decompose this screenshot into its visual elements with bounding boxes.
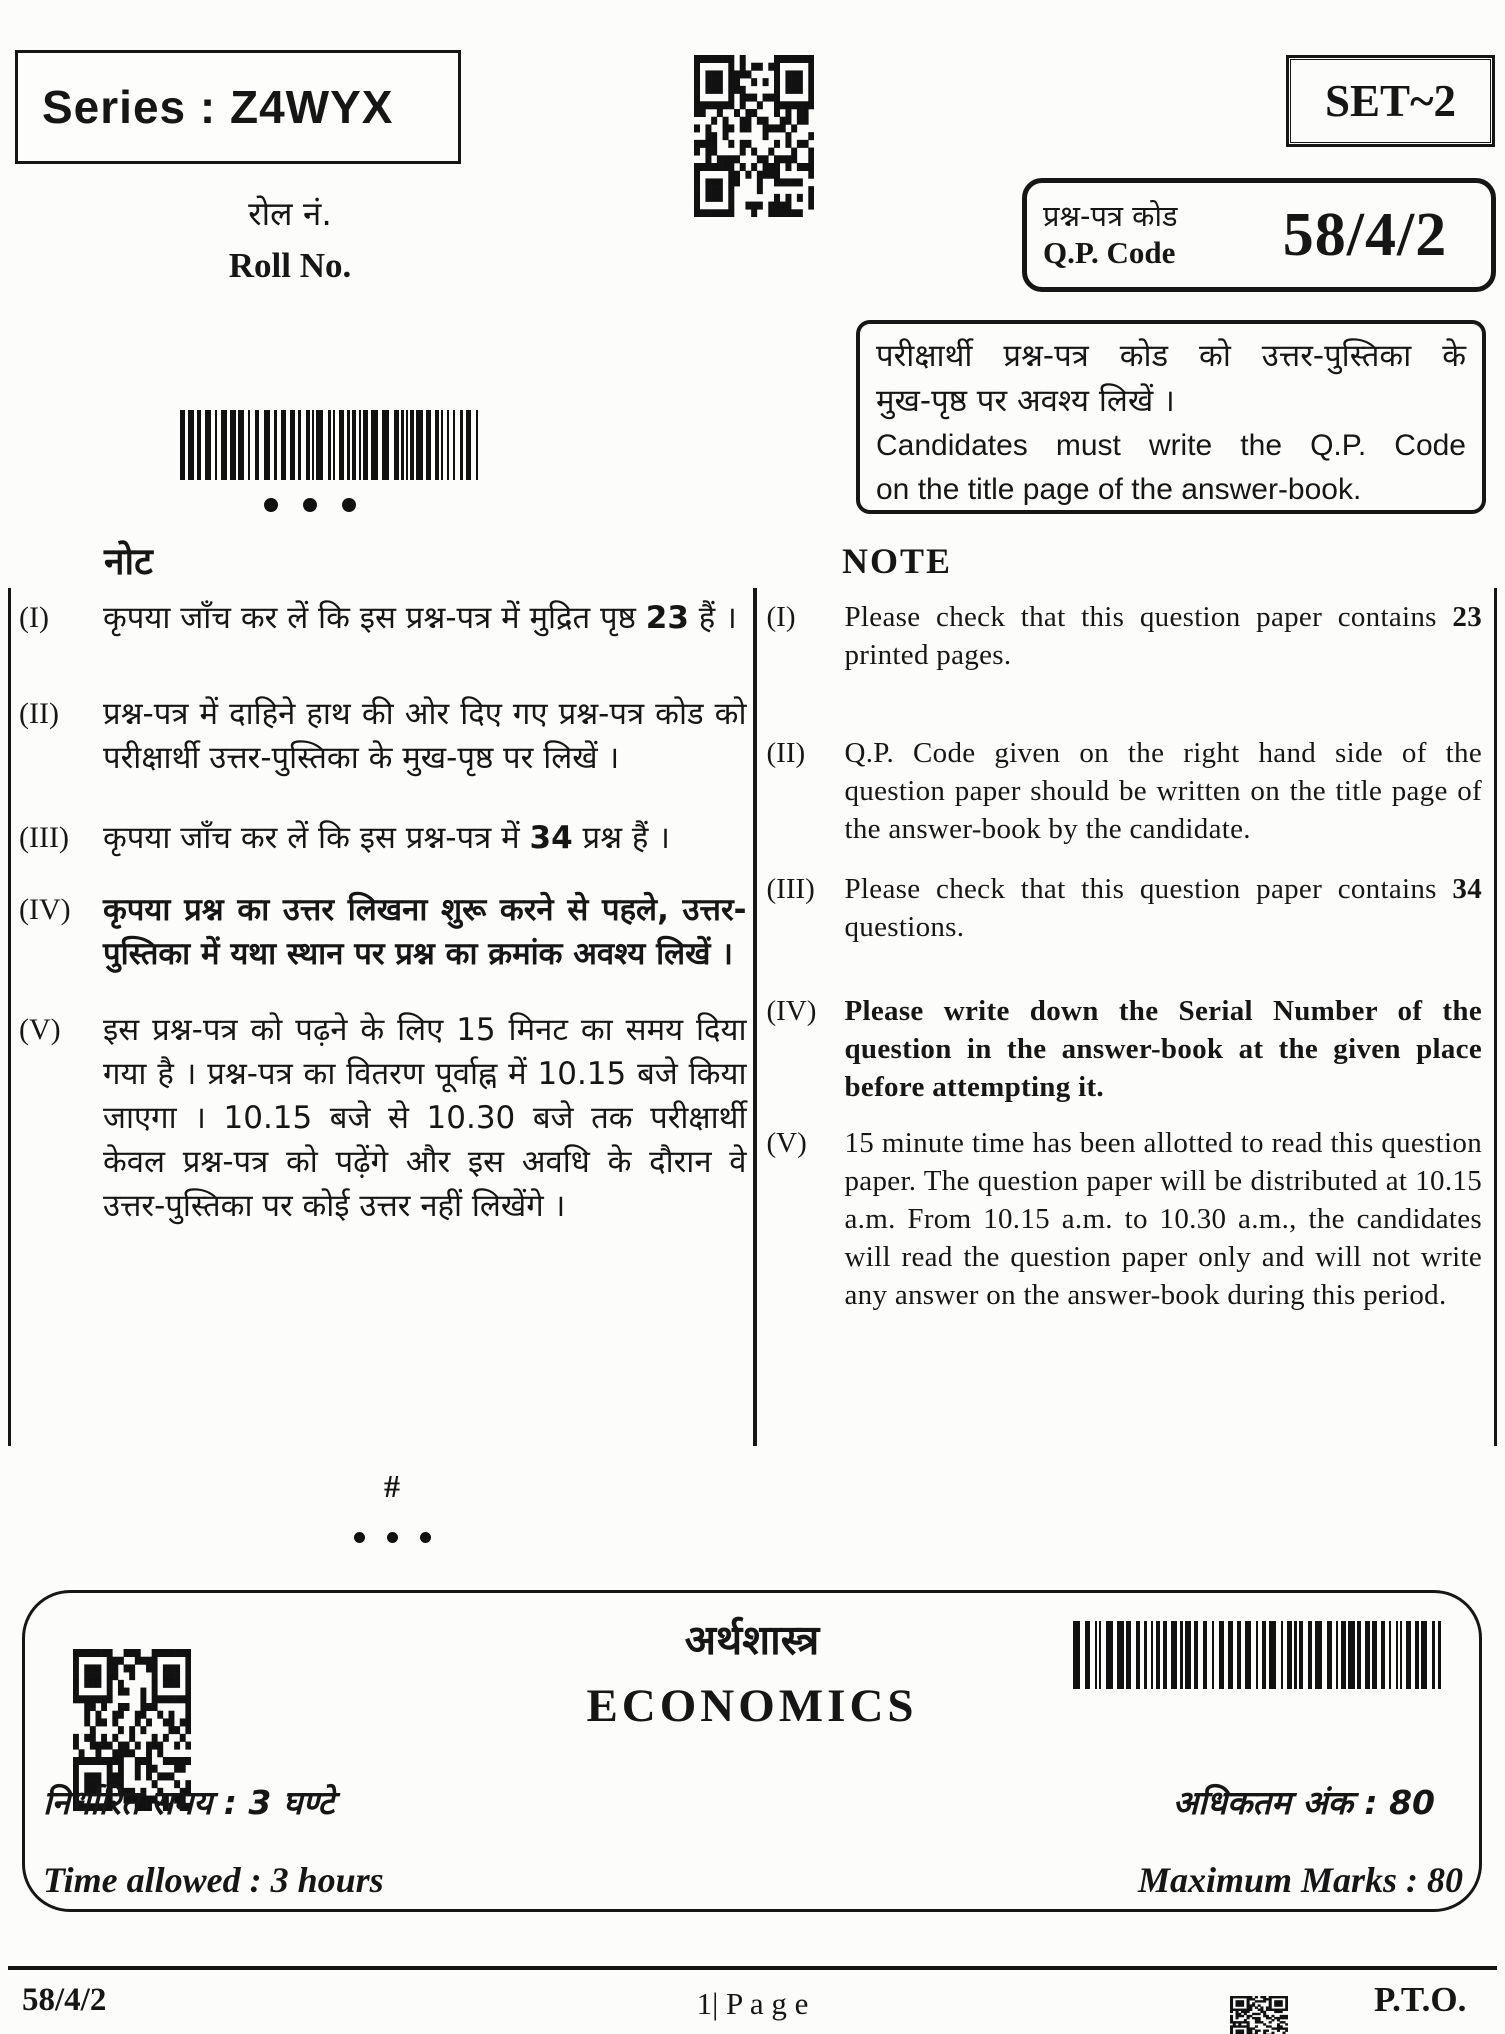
barcode-top [180, 410, 478, 480]
note-item-text: कृपया प्रश्न का उत्तर लिखना शुरू करने से पहले, उत्तर-पुस्तिका में यथा स्थान पर प्रश्न का क्रमांक अवश्य लिखें । [103, 892, 747, 972]
note-item-text: Please check that this question paper contains 34 questions. [844, 873, 1482, 943]
footer-paper-code: 58/4/2 [22, 1982, 107, 2018]
separator-dots-top [264, 498, 356, 512]
subject-title-hindi: अर्थशास्त्र [684, 1616, 820, 1664]
candidates-note-hindi-line1: परीक्षार्थी प्रश्न-पत्र कोड को उत्तर-पुस्तिका के [876, 338, 1466, 374]
note-item-number: (III) [19, 821, 69, 854]
note-item-text: Please check that this question paper contains 23 printed pages. [844, 601, 1482, 671]
qp-code-label-hindi: प्रश्न-पत्र कोड [1043, 198, 1178, 233]
dot-icon [264, 498, 278, 512]
note-item [767, 992, 1483, 1106]
series-box [15, 50, 461, 164]
note-item-number: (V) [766, 1127, 807, 1159]
qr-code-footer [1230, 1996, 1288, 2034]
note-item [19, 816, 747, 860]
notes-column-english [753, 588, 1495, 1446]
qr-code-top [694, 55, 814, 217]
dot-icon [342, 498, 356, 512]
footer-pto-label: P.T.O. [1374, 1980, 1467, 2019]
note-item [767, 598, 1483, 674]
dot-icon [387, 1532, 398, 1543]
qp-code-box [1022, 178, 1496, 292]
note-item-text: इस प्रश्न-पत्र को पढ़ने के लिए 15 मिनट का समय दिया गया है । प्रश्न-पत्र का वितरण पूर्वाह्न में 10.15 बजे किया जाएगा । 10.15 बजे से 10.30 बजे तक परीक्षार्थी केवल प्रश्न-पत्र को पढ़ेंगे और इस अवधि के दौरान वे उत्तर-पुस्तिका पर कोई उत्तर नहीं लिखेंगे । [103, 1012, 747, 1224]
qp-code-value: 58/4/2 [1282, 200, 1448, 269]
note-item-text: Q.P. Code given on the right hand side of the question paper should be written on the title page of the answer-book by the candidate. [844, 737, 1482, 845]
roll-number-label-english: Roll No. [228, 246, 352, 285]
note-item [19, 888, 747, 976]
notes-column-hindi [11, 588, 753, 1446]
series-label: Series : Z4WYX [42, 81, 394, 133]
note-item-text: प्रश्न-पत्र में दाहिने हाथ की ओर दिए गए प्रश्न-पत्र कोड को परीक्षार्थी उत्तर-पुस्तिका के मुख-पृष्ठ पर लिखें । [103, 696, 747, 776]
candidates-note-hindi-line2: मुख-पृष्ठ पर अवश्य लिखें । [876, 383, 1175, 419]
qp-code-label-english: Q.P. Code [1043, 234, 1176, 270]
candidates-instruction-box [856, 320, 1486, 514]
subject-title-english: ECONOMICS [586, 1680, 918, 1732]
note-item [19, 1008, 747, 1228]
note-item-text: Please write down the Serial Number of the question in the answer-book at the given place before attempting it. [844, 995, 1482, 1103]
note-item-number: (II) [766, 737, 806, 769]
footer-page-number: 1| P a g e [696, 1986, 809, 2021]
hash-mark: # [384, 1468, 400, 1504]
note-item [767, 1124, 1483, 1314]
note-item-text: कृपया जाँच कर लें कि इस प्रश्न-पत्र में मुद्रित पृष्ठ 23 हैं । [103, 600, 737, 636]
note-item-text: 15 minute time has been allotted to read this question paper. The question paper will be distributed at 10.15 a.m. From 10.15 a.m. to 10.30 a.m., the candidates will read the question paper only and will not write any answer on the answer-book during this period. [844, 1127, 1482, 1311]
note-item-number: (I) [766, 601, 796, 633]
dot-icon [303, 498, 317, 512]
note-item-text: कृपया जाँच कर लें कि इस प्रश्न-पत्र में 34 प्रश्न हैं । [103, 820, 670, 856]
note-item [767, 870, 1483, 946]
candidates-note-english-line1: Candidates must write the Q.P. Code [876, 429, 1466, 462]
set-label: SET~2 [1325, 76, 1456, 126]
candidates-note-english-line2: on the title page of the answer-book. [876, 473, 1362, 506]
footer-rule [8, 1966, 1497, 1970]
note-item-number: (IV) [766, 995, 817, 1027]
note-item-number: (II) [19, 697, 59, 730]
barcode-subject [1073, 1621, 1441, 1689]
roll-number-label-hindi: रोल नं. [248, 194, 332, 233]
note-heading-hindi: नोट [104, 540, 153, 583]
dot-icon [354, 1532, 365, 1543]
set-box [1286, 55, 1495, 147]
note-heading-english: NOTE [842, 541, 953, 581]
note-item [19, 596, 747, 640]
note-item [767, 734, 1483, 848]
time-allowed-hindi: निर्धारित समय : 3 घण्टे [43, 1783, 335, 1822]
note-item-number: (III) [766, 873, 815, 905]
separator-dots-middle [354, 1532, 431, 1543]
maximum-marks-english: Maximum Marks : 80 [1137, 1860, 1463, 1900]
dot-icon [420, 1532, 431, 1543]
subject-title-box [22, 1590, 1482, 1912]
note-item-number: (IV) [19, 893, 71, 926]
maximum-marks-hindi: अधिकतम अंक : 80 [1172, 1783, 1435, 1822]
notes-table [8, 588, 1497, 1446]
note-item-number: (I) [19, 601, 49, 634]
note-item-number: (V) [19, 1013, 61, 1046]
time-allowed-english: Time allowed : 3 hours [43, 1860, 384, 1900]
note-item [19, 692, 747, 780]
